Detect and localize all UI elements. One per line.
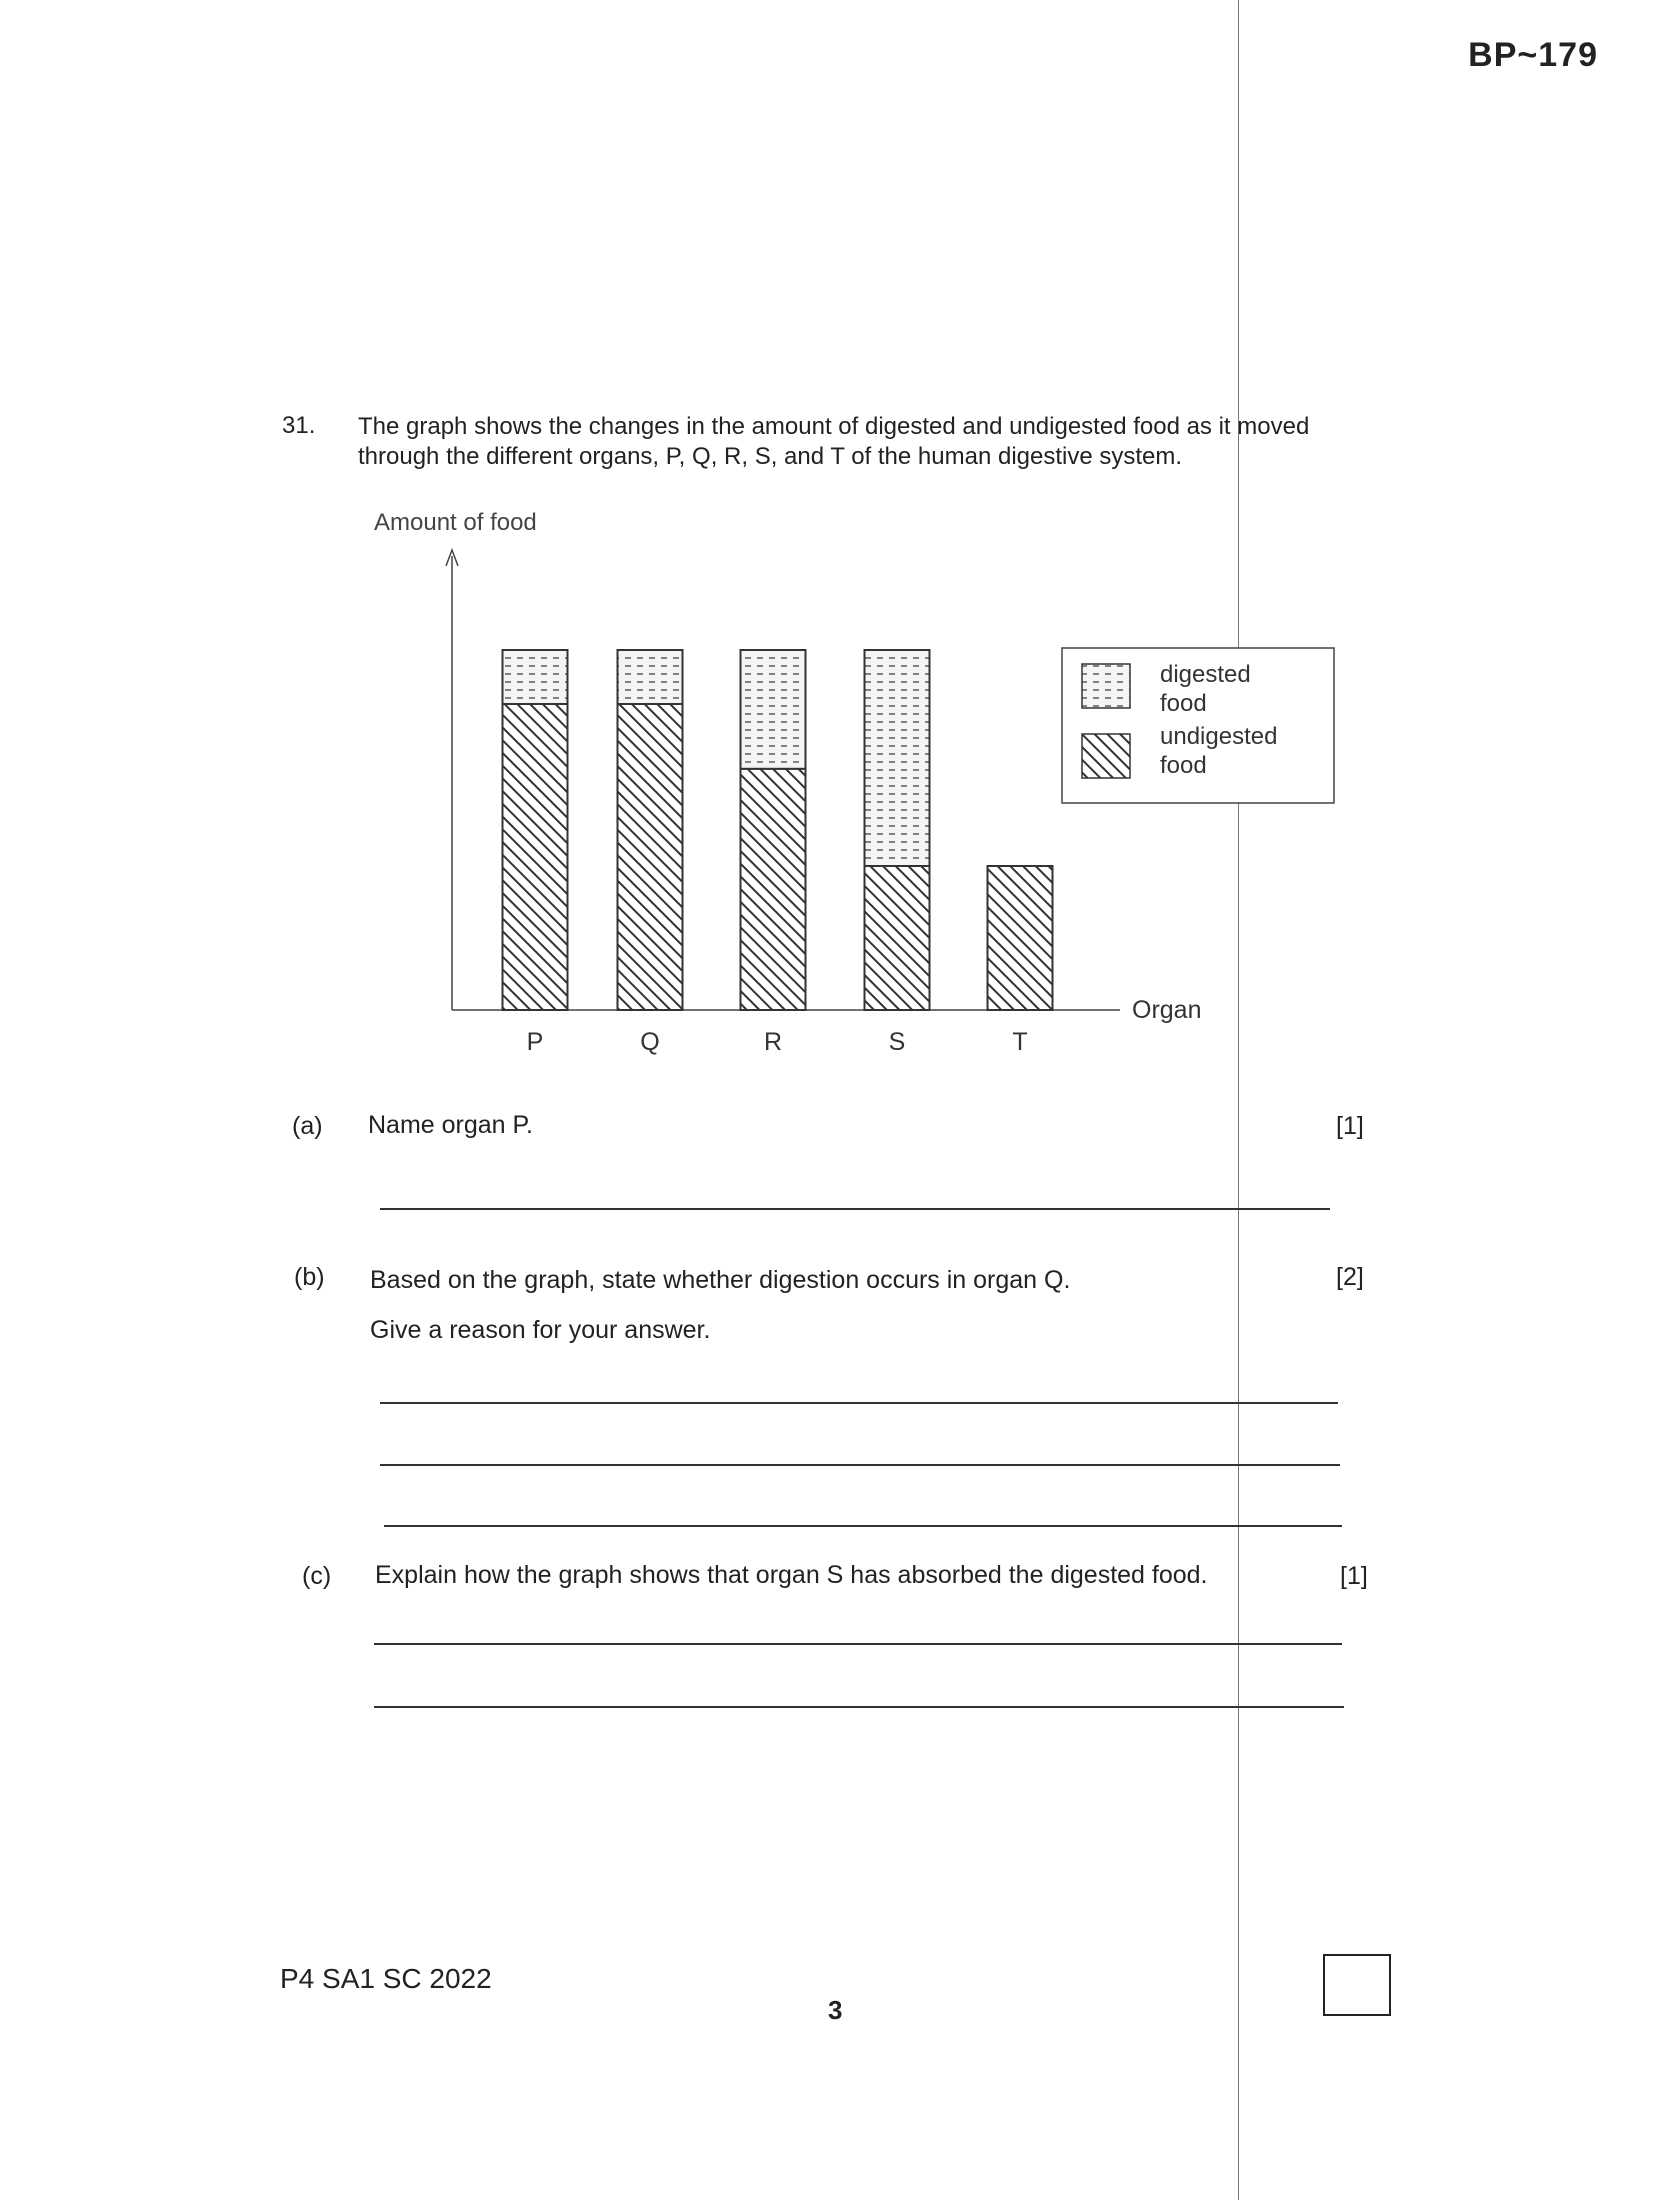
part-c-marks: [1] bbox=[1340, 1562, 1368, 1590]
part-b-text: Based on the graph, state whether digestion occurs in organ Q. bbox=[370, 1266, 1071, 1294]
bar-digested-S bbox=[865, 650, 930, 866]
bar-undigested-R bbox=[741, 769, 806, 1010]
part-b-text2: Give a reason for your answer. bbox=[370, 1316, 711, 1344]
y-axis-label: Amount of food bbox=[374, 510, 537, 536]
answer-line-b1[interactable] bbox=[380, 1402, 1338, 1404]
question-text: The graph shows the changes in the amount of digested and undigested food as it moved through the different organs, P, Q, R, S, and T of the human digestive system. bbox=[358, 413, 1310, 470]
x-axis-label: Organ bbox=[1132, 996, 1202, 1024]
legend-swatch-digested bbox=[1082, 664, 1130, 708]
x-tick-label-P: P bbox=[526, 1028, 544, 1056]
scan-fold-line bbox=[1238, 0, 1239, 2200]
x-tick-label-S: S bbox=[888, 1028, 906, 1056]
bar-undigested-Q bbox=[618, 704, 683, 1010]
legend-swatch-undigested bbox=[1082, 734, 1130, 778]
paper-code: BP~179 bbox=[1468, 36, 1598, 74]
bar-undigested-P bbox=[503, 704, 568, 1010]
answer-line-b2[interactable] bbox=[380, 1464, 1340, 1466]
bar-undigested-S bbox=[865, 866, 930, 1010]
bar-digested-P bbox=[503, 650, 568, 704]
part-b-label: (b) bbox=[294, 1263, 325, 1291]
x-tick-label-T: T bbox=[1012, 1028, 1028, 1056]
stacked-bar-chart bbox=[360, 510, 1360, 1070]
answer-line-b3[interactable] bbox=[384, 1525, 1342, 1527]
x-tick-label-R: R bbox=[763, 1028, 783, 1056]
page-number: 3 bbox=[828, 1995, 843, 2025]
bar-digested-R bbox=[741, 650, 806, 769]
part-b-marks: [2] bbox=[1336, 1263, 1364, 1291]
part-a-text: Name organ P. bbox=[368, 1111, 533, 1139]
answer-line-a[interactable] bbox=[380, 1208, 1330, 1210]
legend-label-undigested: undigested food bbox=[1160, 723, 1278, 779]
footer-code: P4 SA1 SC 2022 bbox=[280, 1963, 492, 1994]
answer-line-c1[interactable] bbox=[374, 1643, 1342, 1645]
question-number: 31. bbox=[282, 412, 316, 439]
legend-label-digested: digested food bbox=[1160, 661, 1251, 717]
bar-undigested-T bbox=[988, 866, 1053, 1010]
x-tick-label-Q: Q bbox=[640, 1028, 660, 1056]
part-c-text: Explain how the graph shows that organ S has absorbed the digested food. bbox=[375, 1561, 1208, 1589]
part-a-marks: [1] bbox=[1336, 1112, 1364, 1140]
score-box[interactable] bbox=[1323, 1954, 1391, 2016]
part-a-label: (a) bbox=[292, 1112, 323, 1140]
answer-line-c2[interactable] bbox=[374, 1706, 1344, 1708]
part-c-label: (c) bbox=[302, 1562, 332, 1590]
bar-digested-Q bbox=[618, 650, 683, 704]
